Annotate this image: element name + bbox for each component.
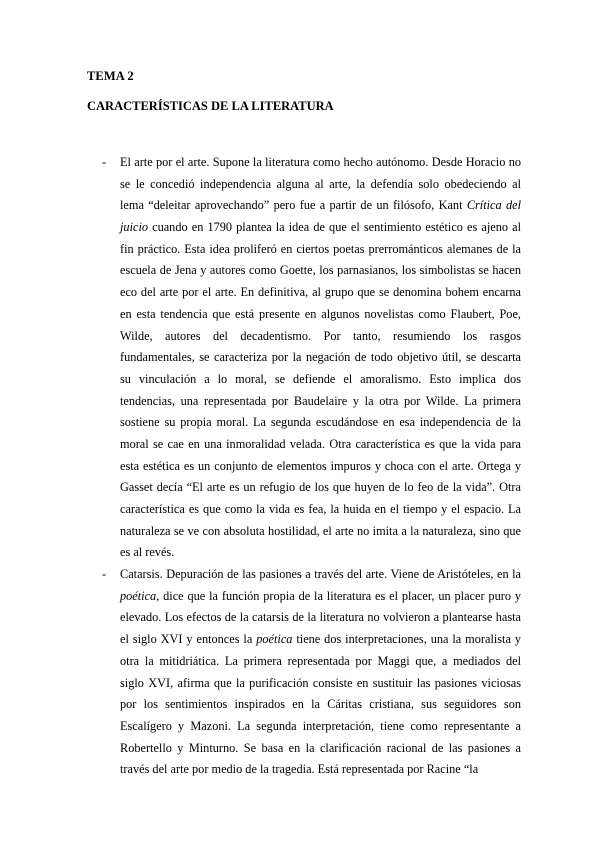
text-run: naturaleza se ve con absoluta hostilidad, el arte no imita a la naturaleza, sino que: [120, 523, 521, 538]
text-run: siglo XVI, afirma que la purificación consiste en sustituir las pasiones viciosas: [120, 675, 521, 690]
text-run: esta estética es un conjunto de elementos impuros y choca con el arte. Ortega y: [120, 458, 521, 473]
paragraph-line: [120, 412, 521, 434]
paragraph-line: [120, 217, 521, 239]
paragraph-line: [120, 326, 521, 348]
bullet-list: [87, 152, 521, 781]
text-run: fin práctico. Esta idea proliferó en ciertos poetas prerrománticos alemanes de la: [120, 241, 521, 256]
paragraph-line: [120, 694, 521, 716]
text-run: tiene dos interpretaciones, una la moralista y: [292, 632, 522, 647]
paragraph-line: [120, 521, 521, 543]
italic-text: Crítica del: [466, 198, 521, 213]
paragraph-line: [120, 759, 521, 781]
text-run: Wilde, autores del decadentismo. Por tanto, resumiendo los rasgos: [120, 328, 521, 343]
paragraph-line: [120, 499, 521, 521]
paragraph-line: [120, 282, 521, 304]
text-run: través del arte por medio de la tragedia. Está representada por Racine “la: [120, 762, 479, 777]
text-run: en esta tendencia que está presente en algunos novelistas como Flaubert, Poe,: [120, 306, 521, 321]
paragraph-line: [120, 542, 521, 564]
italic-text: poética,: [120, 588, 160, 603]
paragraph-line: [120, 564, 521, 586]
paragraph-line: [120, 477, 521, 499]
paragraph-line: [120, 304, 521, 326]
text-run: moral se cae en una inmoralidad velada. Otra característica es que la vida para: [120, 436, 521, 451]
paragraph-line: [120, 607, 521, 629]
bullet-dash: -: [102, 567, 107, 582]
bullet-dash: -: [102, 155, 107, 169]
paragraph-line: [120, 347, 521, 369]
text-run: su vinculación a lo moral, se defiende el amoralismo. Esto implica dos: [120, 371, 521, 386]
text-run: lema “deleitar aprovechando” pero fue a partir de un filósofo, Kant: [120, 198, 467, 213]
paragraph-line: [120, 260, 521, 282]
text-run: cuando en 1790 plantea la idea de que el sentimiento estético es ajeno al: [148, 220, 521, 235]
text-run: El arte por el arte. Supone la literatura como hecho autónomo. Desde Horacio no: [120, 155, 521, 169]
paragraph-line: [120, 738, 521, 760]
paragraph-line: [120, 174, 521, 196]
italic-text: poética: [256, 632, 293, 647]
paragraph-line: [120, 239, 521, 261]
topic-number: TEMA 2: [87, 69, 134, 83]
paragraph-line: [120, 651, 521, 673]
paragraph-line: [120, 434, 521, 456]
text-run: por los sentimientos inspirados en la Cáritas cristiana, sus seguidores son: [120, 697, 521, 712]
paragraph-line: [120, 456, 521, 478]
text-run: tendencias, una representada por Baudelaire y la otra por Wilde. La primera: [120, 393, 521, 408]
paragraph-line: [120, 673, 521, 695]
page-title: CARACTERÍSTICAS DE LA LITERATURA: [87, 99, 334, 113]
paragraph-line: [120, 152, 521, 174]
text-run: otra la mitidriática. La primera representada por Maggi que, a mediados del: [120, 653, 521, 668]
text-run: Escalígero y Mazoni. La segunda interpretación, tiene como representante a: [120, 718, 521, 733]
text-run: el siglo XVI y entonces la: [120, 632, 257, 647]
paragraph-line: [120, 195, 521, 217]
text-run: Robertello y Minturno. Se basa en la clarificación racional de las pasiones a: [120, 740, 521, 755]
text-run: sostiene su propia moral. La segunda escudándose en esa independencia de la: [120, 415, 521, 430]
text-run: se le concedió independencia alguna al arte, la defendía solo obedeciendo al: [120, 176, 521, 191]
text-run: Gasset decía “El arte es un refugio de los que huyen de lo feo de la vida”. Otra: [120, 480, 521, 495]
text-run: escuela de Jena y autores como Goette, los parnasianos, los simbolistas se hacen: [120, 263, 521, 278]
text-run: característica es que como la vida es fea, la huida en el tiempo y el espacio. La: [120, 502, 521, 516]
list-item: [87, 564, 521, 781]
paragraph-line: [120, 369, 521, 391]
italic-text: juicio: [120, 220, 149, 235]
paragraph-line: [120, 586, 521, 608]
text-run: elevado. Los efectos de la catarsis de la literatura no volvieron a plantearse hasta: [120, 610, 521, 625]
text-run: es al revés.: [120, 545, 175, 560]
text-run: Catarsis. Depuración de las pasiones a través del arte. Viene de Aristóteles, en la: [120, 567, 521, 582]
list-item: [87, 152, 521, 564]
text-run: fundamentales, se caracteriza por la negación de todo objetivo útil, se descarta: [120, 350, 521, 365]
paragraph-line: [120, 391, 521, 413]
paragraph-line: [120, 716, 521, 738]
text-run: eco del arte por el arte. En definitiva, al grupo que se denomina bohem encarna: [120, 285, 521, 300]
text-run: dice que la función propia de la literatura es el placer, un placer puro y: [159, 588, 521, 603]
paragraph-line: [120, 629, 521, 651]
